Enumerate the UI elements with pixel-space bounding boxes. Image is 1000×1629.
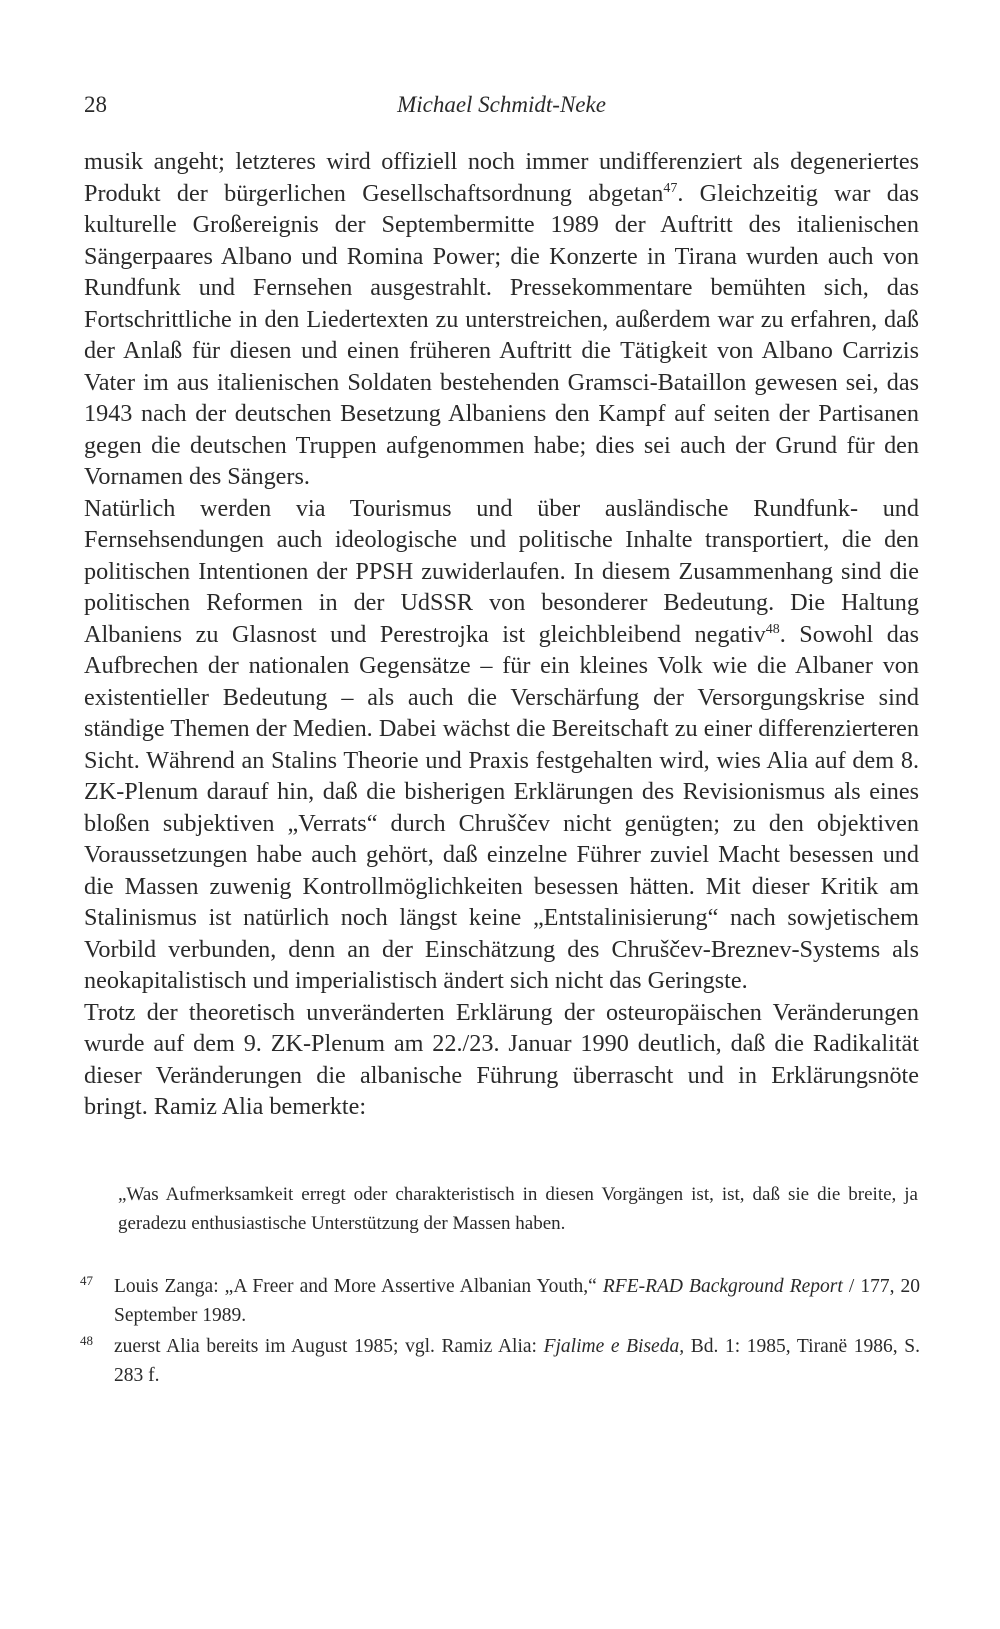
footnote-text: [114, 1332, 920, 1390]
paragraph: Trotz der theoretisch unveränderten Erklärung der osteuropäischen Veränderungen wurde auf dem 9. ZK-Plenum am 22./23. Januar 1990 deutlich, daß die Radikalität dieser Veränderungen die albanische Führung überrascht und in Erklärungsnöte bringt. Ramiz Alia bemerkte:: [84, 998, 919, 1120]
footnote-title: Fjalime e Biseda,: [543, 1336, 685, 1357]
footnote-text-part: Louis Zanga: „A Freer and More Assertive Albanian Youth,“: [114, 1276, 603, 1297]
footnote: [80, 1332, 920, 1390]
page-header: [84, 92, 919, 132]
body-text: [84, 146, 919, 1123]
block-quote: [118, 1180, 918, 1238]
footnote-reference: 47: [663, 180, 678, 196]
footnote-title: RFE-RAD Background Report: [602, 1276, 843, 1297]
footnote-text-part: / 177, 20 September 1989.: [114, 1276, 920, 1326]
paragraph-text: . Gleichzeitig war das kulturelle Großereignis der Septembermitte 1989 der Auftritt des italienischen Sängerpaares Albano und Romina Power; die Konzerte in Tirana wurden auch von Rundfunk und Fernsehen ausgestrahlt. Pressekommentare bemühten sich, das Fortschrittliche in den Liedertexten zu unterstreichen, außerdem war zu erfahren, daß der Anlaß für diesen und einen früheren Auftritt die Tätigkeit von Albano Carrizis Vater im aus italienischen Soldaten bestehenden Gramsci-Bataillon gewesen sei, das 1943 nach der deutschen Besetzung Albaniens den Kampf auf seiten der Partisanen gegen die deutschen Truppen aufgenommen habe; dies sei auch der Grund für den Vornamen des Sängers.: [84, 179, 919, 490]
running-head: Michael Schmidt-Neke: [397, 92, 606, 117]
footnote: [80, 1272, 920, 1330]
footnote-reference: 48: [765, 621, 780, 637]
footnote-text: [114, 1272, 920, 1330]
footnote-number: 47: [80, 1273, 93, 1288]
paragraph-text: Natürlich werden via Tourismus und über ausländische Rundfunk- und Fernsehsendungen auch ideologische und politische Inhalte transportiert, die den politischen Intentionen der PPSH zuwiderlaufen. In diesem Zusammenhang sind die politischen Reformen in der UdSSR von besonderer Bedeutung. Die Haltung Albaniens zu Glasnost und Perestrojka ist gleichbleibend negativ: [84, 494, 919, 648]
page-number: 28: [84, 92, 107, 117]
footnotes: [80, 1272, 920, 1392]
footnote-text-part: zuerst Alia bereits im August 1985; vgl. Ramiz Alia:: [114, 1336, 544, 1357]
paragraph-text: . Sowohl das Aufbrechen der nationalen Gegensätze – für ein kleines Volk wie die Albaner von existentieller Bedeutung – als auch die Verschärfung der Versorgungskrise sind ständige Themen der Medien. Dabei wächst die Bereitschaft zu einer differenzierteren Sicht. Während an Stalins Theorie und Praxis festgehalten wird, wies Alia auf dem 8. ZK-Plenum darauf hin, daß die bisherigen Erklärungen des Revisionismus als eines bloßen subjektiven „Verrats“ durch Chruščev nicht genügten; zu den objektiven Voraussetzungen habe auch gehört, daß einzelne Führer zuviel Macht besessen und die Massen zuwenig Kontrollmöglichkeiten besessen hätten. Mit dieser Kritik am Stalinismus ist natürlich noch längst keine „Entstalinisierung“ nach sowjetischem Vorbild verbunden, denn an der Einschätzung des Chruščev-Breznev-Systems als neokapitalistisch und imperialistisch ändert sich nicht das Geringste.: [84, 620, 919, 994]
footnote-text-part: Bd. 1: 1985, Tiranë 1986, S. 283 f.: [114, 1336, 920, 1386]
quote-text: „Was Aufmerksamkeit erregt oder charakteristisch in diesen Vorgängen ist, ist, daß sie die breite, ja geradezu enthusiastische Unterstützung der Massen haben.: [118, 1184, 918, 1234]
footnote-number: 48: [80, 1333, 93, 1348]
paragraph-text: musik angeht; letzteres wird offiziell noch immer undifferenziert als degeneriertes Produkt der bürgerlichen Gesellschaftsordnung abgetan: [84, 148, 919, 207]
paragraph: [84, 493, 919, 997]
paragraph: [84, 146, 919, 493]
